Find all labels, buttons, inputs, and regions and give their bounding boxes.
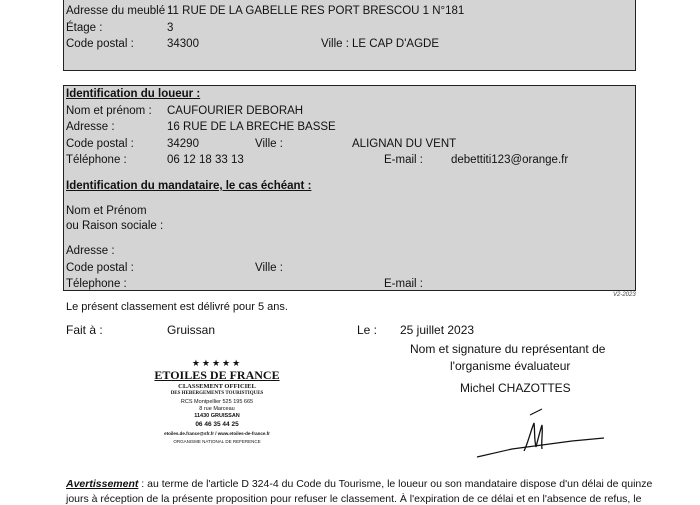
stamp-line-1: CLASSEMENT OFFICIEL [178, 383, 256, 390]
agent-name-label-1: Nom et Prénom [66, 205, 147, 217]
floor-label: Étage : [66, 22, 103, 34]
postal-code-label: Code postal : [66, 38, 134, 50]
validity-text: Le présent classement est délivré pour 5 ans. [66, 301, 288, 313]
lessor-name-value: CAUFOURIER DEBORAH [167, 105, 304, 117]
handwritten-signature [472, 405, 612, 465]
stamp-stars: ★★★★★ [191, 358, 243, 368]
lessor-name-label: Nom et prénom : [66, 105, 152, 117]
stamp-brand: ETOILES DE FRANCE [154, 368, 280, 382]
stamp-line-8: ORGANISME NATIONAL DE REFERENCE [173, 439, 261, 444]
made-at-value: Gruissan [167, 323, 216, 337]
version-tag: V2-2023 [613, 292, 636, 298]
lessor-postal-value: 34290 [167, 138, 199, 150]
stamp-line-6: 06 46 35 44 25 [195, 421, 239, 428]
lessor-city-label: Ville : [255, 138, 283, 150]
signature-title-2: l'organisme évaluateur [450, 359, 571, 373]
lessor-address-value: 16 RUE DE LA BRECHE BASSE [167, 121, 336, 133]
postal-code-value: 34300 [167, 38, 199, 50]
stamp-line-7: etoiles.de.france@sfr.fr / www.etoiles-de-france.fr [164, 431, 270, 436]
stamp-line-5: 11430 GRUISSAN [194, 413, 240, 419]
agent-name-label-2: ou Raison sociale : [66, 220, 164, 232]
made-at-label: Fait à : [66, 323, 103, 337]
lessor-title: Identification du loueur : [66, 88, 201, 100]
stamp-line-4: 8 rue Marceau [199, 406, 235, 412]
city-label: Ville : [321, 38, 349, 50]
warning-text-2: jours à réception de la présente proposition pour refuser le classement. À l'expiration de ce délai et en l'absence de refus, le [66, 493, 642, 505]
signature-title-1: Nom et signature du représentant de [410, 342, 606, 356]
lessor-address-label: Adresse : [66, 121, 115, 133]
lessor-email-label: E-mail : [384, 154, 423, 166]
lessor-phone-label: Téléphone : [66, 154, 127, 166]
lessor-postal-label: Code postal : [66, 138, 134, 150]
lessor-city-value: ALIGNAN DU VENT [352, 138, 457, 150]
agent-email-label: E-mail : [384, 278, 423, 290]
warning-label: Avertissement [66, 478, 139, 490]
warning-line-1: : au terme de l'article D 324-4 du Code du Tourisme, le loueur ou son mandataire dispose d'un délai de quinze [138, 478, 653, 490]
address-value: 11 RUE DE LA GABELLE RES PORT BRESCOU 1 N°181 [167, 5, 465, 17]
agent-address-label: Adresse : [66, 245, 115, 257]
agent-phone-label: Télephone : [66, 278, 127, 290]
lessor-email-value: debettiti123@orange.fr [451, 154, 569, 166]
agent-title: Identification du mandataire, le cas échéant : [66, 180, 312, 192]
stamp-line-2: DES HEBERGEMENTS TOURISTIQUES [170, 391, 264, 396]
city-value: LE CAP D'AGDE [352, 38, 439, 50]
address-label: Adresse du meublé : [66, 5, 172, 17]
stamp-line-3: RCS Montpellier 525 195 665 [180, 399, 254, 405]
agent-postal-label: Code postal : [66, 262, 134, 274]
agent-city-label: Ville : [255, 262, 283, 274]
lessor-phone-value: 06 12 18 33 13 [167, 154, 244, 166]
date-value: 25 juillet 2023 [400, 323, 475, 337]
warning-text [66, 478, 652, 490]
signatory-name: Michel CHAZOTTES [460, 381, 571, 395]
company-stamp [142, 358, 292, 450]
floor-value: 3 [167, 22, 174, 34]
date-label: Le : [357, 323, 378, 337]
